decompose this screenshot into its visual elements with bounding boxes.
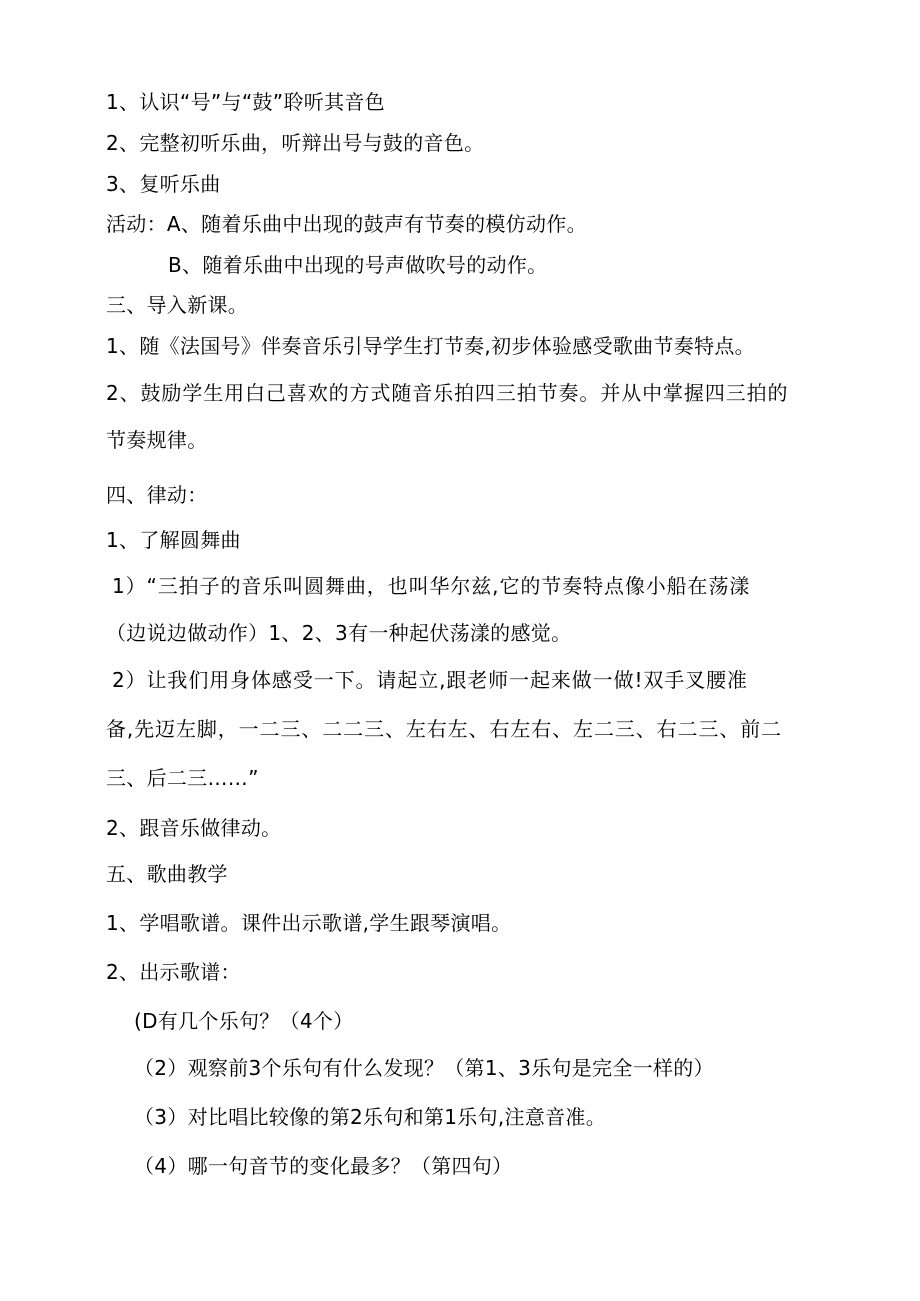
text-line: 1、了解圆舞曲: [106, 528, 241, 552]
text-line: （3）对比唱比较像的第2乐句和第1乐句,注意音准。: [134, 1105, 607, 1129]
text-line: 2）让我们用身体感受一下。请起立,跟老师一起来做一做!双手叉腰准: [112, 668, 748, 692]
text-line: 2、鼓励学生用白己喜欢的方式随音乐拍四三拍节奏。并从中掌握四三拍的: [106, 381, 789, 405]
section-heading: 三、导入新课。: [106, 293, 249, 317]
text-line: 2、跟音乐做律动。: [106, 816, 282, 840]
text-line: 活动：A、随着乐曲中出现的鼓声有节奏的模仿动作。: [106, 212, 587, 236]
text-line: （4）哪一句音节的变化最多？（第四句）: [134, 1154, 513, 1178]
text-line: （边说边做动作）1、2、3有一种起伏荡漾的感觉。: [106, 621, 572, 645]
text-line: 备,先迈左脚，一二三、二二三、左右左、右左右、左二三、右二三、前二: [106, 717, 783, 741]
text-line: B、随着乐曲中出现的号声做吹号的动作。: [168, 253, 548, 277]
text-line: 2、出示歌谱：: [106, 960, 241, 984]
text-line: 1、随《法国号》伴奏音乐引导学生打节奏,初步体验感受歌曲节奏特点。: [106, 334, 755, 358]
section-heading: 四、律动：: [106, 483, 208, 507]
text-line: 1、认识“号”与“鼓”聆听其音色: [106, 90, 385, 114]
text-line: (D有几个乐句？（4个）: [134, 1009, 354, 1033]
section-heading: 五、歌曲教学: [106, 862, 228, 886]
text-line: 2、完整初听乐曲，听辩出号与鼓的音色。: [106, 131, 485, 155]
text-line: （2）观察前3个乐句有什么发现？（第1、3乐句是完全一样的）: [134, 1056, 714, 1080]
text-line: 节奏规律。: [106, 428, 208, 452]
text-line: 1、学唱歌谱。课件出示歌谱,学生跟琴演唱。: [106, 911, 512, 935]
text-line: 三、后二三……”: [106, 766, 259, 790]
text-line: 1）“三拍子的音乐叫圆舞曲，也叫华尔兹,它的节奏特点像小船在荡漾: [112, 574, 751, 598]
text-line: 3、复听乐曲: [106, 172, 221, 196]
